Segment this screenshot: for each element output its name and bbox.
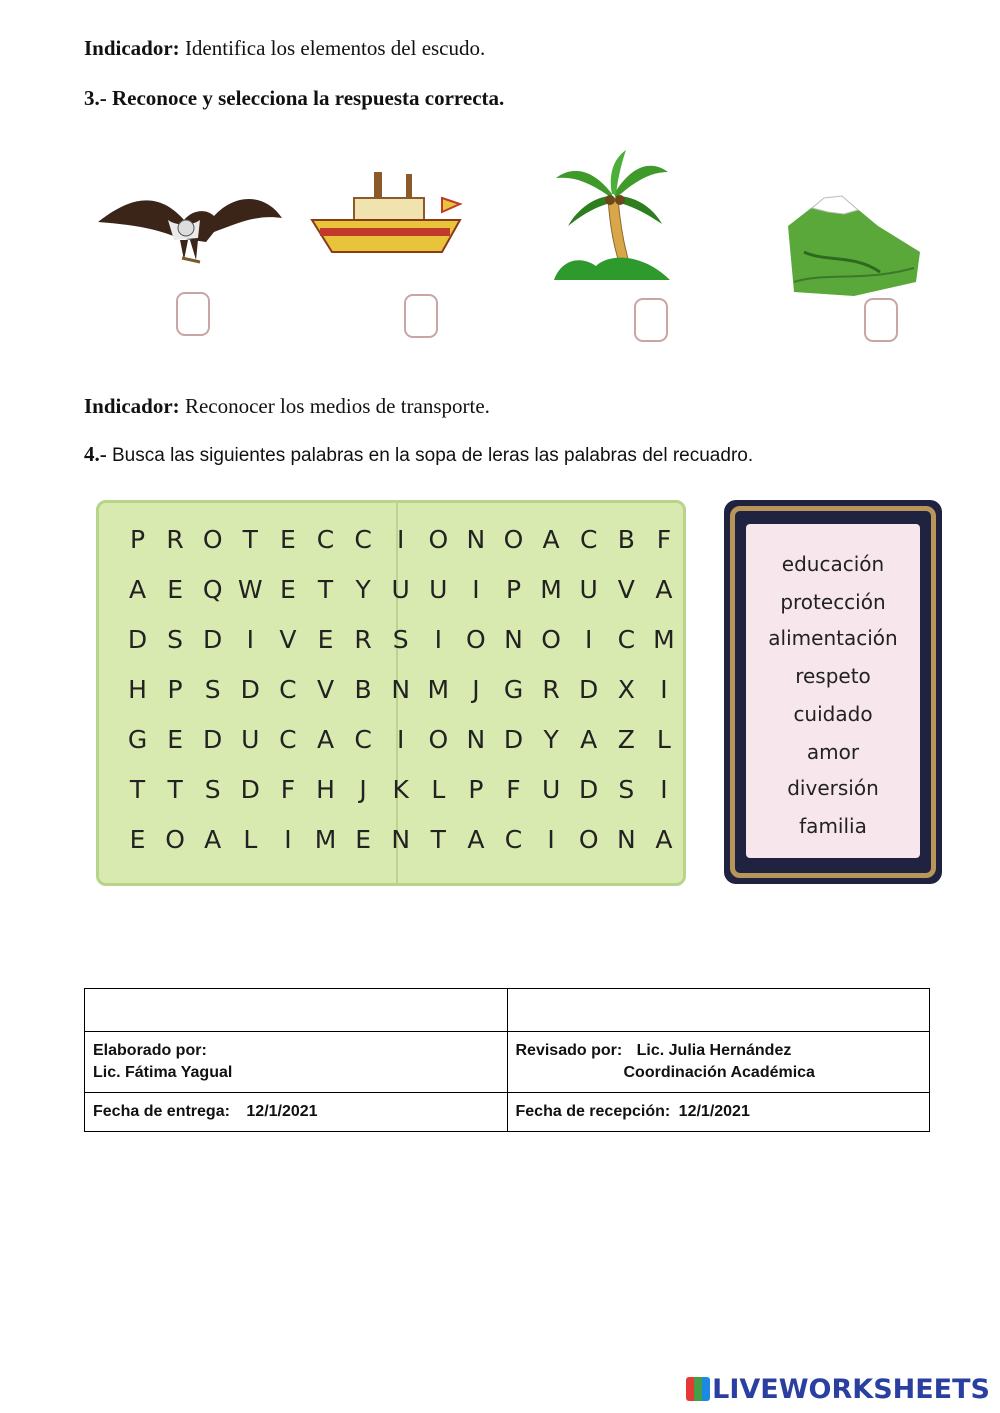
indicator-text: Reconocer los medios de transporte. [184, 394, 490, 418]
grid-letter[interactable]: M [314, 825, 337, 854]
grid-letter[interactable]: E [167, 725, 183, 754]
ship-image [310, 168, 468, 260]
grid-letter[interactable]: D [240, 675, 260, 704]
signature-table [84, 988, 930, 1132]
grid-letter[interactable]: B [617, 525, 635, 554]
grid-letter[interactable]: G [503, 675, 524, 704]
grid-letter[interactable]: O [541, 625, 561, 654]
grid-letter[interactable]: O [578, 825, 599, 854]
grid-letter[interactable]: D [203, 625, 223, 654]
grid-letter[interactable]: E [317, 625, 334, 654]
grid-letter[interactable]: S [392, 625, 409, 654]
grid-letter[interactable]: I [397, 525, 405, 554]
grid-letter[interactable]: D [503, 725, 524, 754]
grid-letter[interactable]: T [167, 775, 183, 804]
word-list-item: diversión [787, 776, 879, 800]
grid-letter[interactable]: L [431, 775, 446, 804]
word-list-item: cuidado [793, 702, 873, 726]
word-list-frame [724, 500, 942, 884]
grid-letter[interactable]: X [617, 675, 635, 704]
word-list-item: amor [806, 740, 860, 764]
revisado-name: Lic. Julia Hernández [636, 1042, 792, 1059]
grid-letter[interactable]: T [242, 525, 258, 554]
logo-text: LIVEWORKSHEETS [712, 1374, 990, 1405]
grid-letter[interactable]: N [466, 525, 486, 554]
grid-letter[interactable]: C [354, 525, 372, 554]
grid-letter[interactable]: L [243, 825, 258, 854]
grid-letter[interactable]: I [434, 625, 442, 654]
revisado-line [516, 1042, 922, 1060]
question-3: 3.- Reconoce y selecciona la respuesta correcta. [84, 86, 505, 110]
grid-letter[interactable]: A [542, 525, 560, 554]
word-list-item: familia [799, 814, 867, 838]
grid-letter[interactable]: V [617, 575, 635, 604]
grid-letter[interactable]: N [616, 825, 636, 854]
word-list-panel [746, 524, 920, 858]
grid-letter[interactable]: S [204, 675, 221, 704]
condor-image [96, 180, 284, 266]
grid-letter[interactable]: E [279, 525, 296, 554]
grid-letter[interactable]: R [354, 625, 372, 654]
logo-icon [686, 1377, 710, 1401]
indicator-line-2 [84, 394, 490, 419]
grid-letter[interactable]: O [466, 625, 486, 654]
grid-letter[interactable]: H [128, 675, 147, 704]
grid-letter[interactable]: N [466, 725, 486, 754]
grid-letter[interactable]: A [467, 825, 485, 854]
grid-letter[interactable]: F [506, 775, 521, 804]
grid-letter[interactable]: O [202, 525, 223, 554]
grid-letter[interactable]: J [472, 675, 480, 704]
grid-letter[interactable]: D [127, 625, 148, 654]
indicator-text: Identifica los elementos del escudo. [184, 36, 486, 60]
question-4 [84, 442, 753, 467]
grid-letter[interactable]: H [316, 775, 335, 804]
grid-letter[interactable]: L [656, 725, 671, 754]
grid-letter[interactable]: F [656, 525, 672, 554]
grid-letter[interactable]: Z [617, 725, 635, 754]
grid-letter[interactable]: A [655, 825, 673, 854]
liveworksheets-logo [686, 1374, 990, 1405]
grid-letter[interactable]: T [430, 825, 446, 854]
grid-letter[interactable]: C [354, 725, 372, 754]
grid-letter[interactable]: S [167, 625, 184, 654]
grid-letter[interactable]: N [391, 675, 411, 704]
word-list-item: respeto [795, 664, 871, 688]
grid-letter[interactable]: U [241, 725, 260, 754]
grid-letter[interactable]: O [503, 525, 524, 554]
indicator-label: Indicador: [84, 394, 180, 418]
grid-letter[interactable]: S [204, 775, 221, 804]
grid-letter[interactable]: W [237, 575, 263, 604]
grid-letter[interactable]: B [354, 675, 372, 704]
word-list-item: educación [781, 552, 885, 576]
checkbox-ship[interactable] [404, 294, 438, 338]
word-list-item: protección [780, 590, 886, 614]
grid-letter[interactable]: E [355, 825, 371, 854]
grid-letter[interactable]: C [279, 675, 297, 704]
grid-letter[interactable]: D [579, 775, 599, 804]
grid-letter[interactable]: R [542, 675, 560, 704]
grid-letter[interactable]: D [203, 725, 223, 754]
grid-letter[interactable]: K [392, 775, 409, 804]
grid-letter[interactable]: I [585, 625, 593, 654]
grid-row [119, 725, 679, 765]
recepcion-label: Fecha de recepción: [515, 1103, 671, 1120]
grid-row [119, 775, 679, 815]
grid-letter[interactable]: V [316, 675, 335, 704]
question-number: 4.- [84, 442, 107, 466]
grid-row [119, 575, 679, 615]
grid-letter[interactable]: G [127, 725, 148, 754]
grid-letter[interactable]: U [541, 775, 561, 804]
revisado-role: Coordinación Académica [623, 1064, 815, 1081]
elaborado-label: Elaborado por: [93, 1042, 207, 1059]
grid-letter[interactable]: M [653, 625, 675, 654]
grid-letter[interactable]: C [579, 525, 598, 554]
grid-letter[interactable]: I [284, 825, 292, 854]
grid-letter[interactable]: I [547, 825, 555, 854]
grid-letter[interactable]: Y [355, 575, 371, 604]
entrega-label: Fecha de entrega: [93, 1103, 230, 1120]
checkbox-mountain[interactable] [864, 298, 898, 342]
grid-letter[interactable]: U [429, 575, 448, 604]
grid-row [119, 675, 679, 715]
grid-letter[interactable]: E [129, 825, 146, 854]
grid-row [119, 525, 679, 565]
grid-letter[interactable]: S [618, 775, 635, 804]
grid-letter[interactable]: P [468, 775, 484, 804]
indicator-line-1 [84, 36, 485, 61]
grid-letter[interactable]: A [128, 575, 147, 604]
grid-letter[interactable]: C [316, 525, 335, 554]
grid-letter[interactable]: O [428, 725, 449, 754]
grid-letter[interactable]: Q [202, 575, 223, 604]
indicator-label: Indicador: [84, 36, 180, 60]
grid-letter[interactable]: P [167, 675, 183, 704]
grid-letter[interactable]: E [279, 575, 296, 604]
grid-letter[interactable]: C [617, 625, 636, 654]
grid-letter[interactable]: I [660, 775, 668, 804]
entrega-cell [85, 1093, 508, 1132]
grid-letter[interactable]: D [240, 775, 260, 804]
grid-letter[interactable]: I [397, 725, 405, 754]
grid-letter[interactable]: T [317, 575, 334, 604]
grid-letter[interactable]: E [167, 575, 183, 604]
recepcion-date: 12/1/2021 [678, 1103, 750, 1120]
grid-letter[interactable]: C [279, 725, 297, 754]
grid-letter[interactable]: I [246, 625, 254, 654]
checkbox-condor[interactable] [176, 292, 210, 336]
recepcion-cell [507, 1093, 930, 1132]
revisado-label: Revisado por: [515, 1042, 623, 1059]
grid-letter[interactable]: A [580, 725, 598, 754]
grid-letter[interactable]: O [428, 525, 449, 554]
mountain-image [784, 192, 924, 298]
grid-letter[interactable]: M [540, 575, 562, 604]
grid-letter[interactable]: N [391, 825, 411, 854]
grid-letter[interactable]: P [129, 525, 146, 554]
grid-letter[interactable]: M [427, 675, 450, 704]
word-search-grid [96, 500, 686, 886]
palm-tree-image [552, 148, 672, 282]
empty-cell [507, 989, 930, 1032]
elaborado-cell [85, 1032, 508, 1093]
word-list-item: alimentación [768, 626, 898, 650]
grid-letter[interactable]: U [579, 575, 598, 604]
grid-letter[interactable]: D [579, 675, 599, 704]
elaborado-name: Lic. Fátima Yagual [93, 1064, 233, 1081]
grid-letter[interactable]: A [655, 575, 673, 604]
grid-letter[interactable]: I [472, 575, 480, 604]
grid-letter[interactable]: V [279, 625, 297, 654]
grid-letter[interactable]: T [129, 775, 146, 804]
grid-letter[interactable]: J [359, 775, 367, 804]
grid-letter[interactable]: C [504, 825, 523, 854]
grid-letter[interactable]: U [391, 575, 410, 604]
grid-letter[interactable]: R [166, 525, 184, 554]
grid-letter[interactable]: A [316, 725, 335, 754]
grid-letter[interactable]: A [204, 825, 222, 854]
grid-row [119, 625, 679, 665]
checkbox-palm[interactable] [634, 298, 668, 342]
empty-cell [85, 989, 508, 1032]
revisado-cell [507, 1032, 930, 1093]
grid-letter[interactable]: F [280, 775, 296, 804]
grid-letter[interactable]: P [505, 575, 522, 604]
entrega-date: 12/1/2021 [246, 1103, 318, 1120]
grid-letter[interactable]: I [660, 675, 668, 704]
grid-letter[interactable]: O [165, 825, 185, 854]
grid-row [119, 825, 679, 865]
question-text: Busca las siguientes palabras en la sopa de leras las palabras del recuadro. [112, 445, 754, 466]
grid-letter[interactable]: Y [543, 725, 559, 754]
grid-letter[interactable]: N [504, 625, 523, 654]
